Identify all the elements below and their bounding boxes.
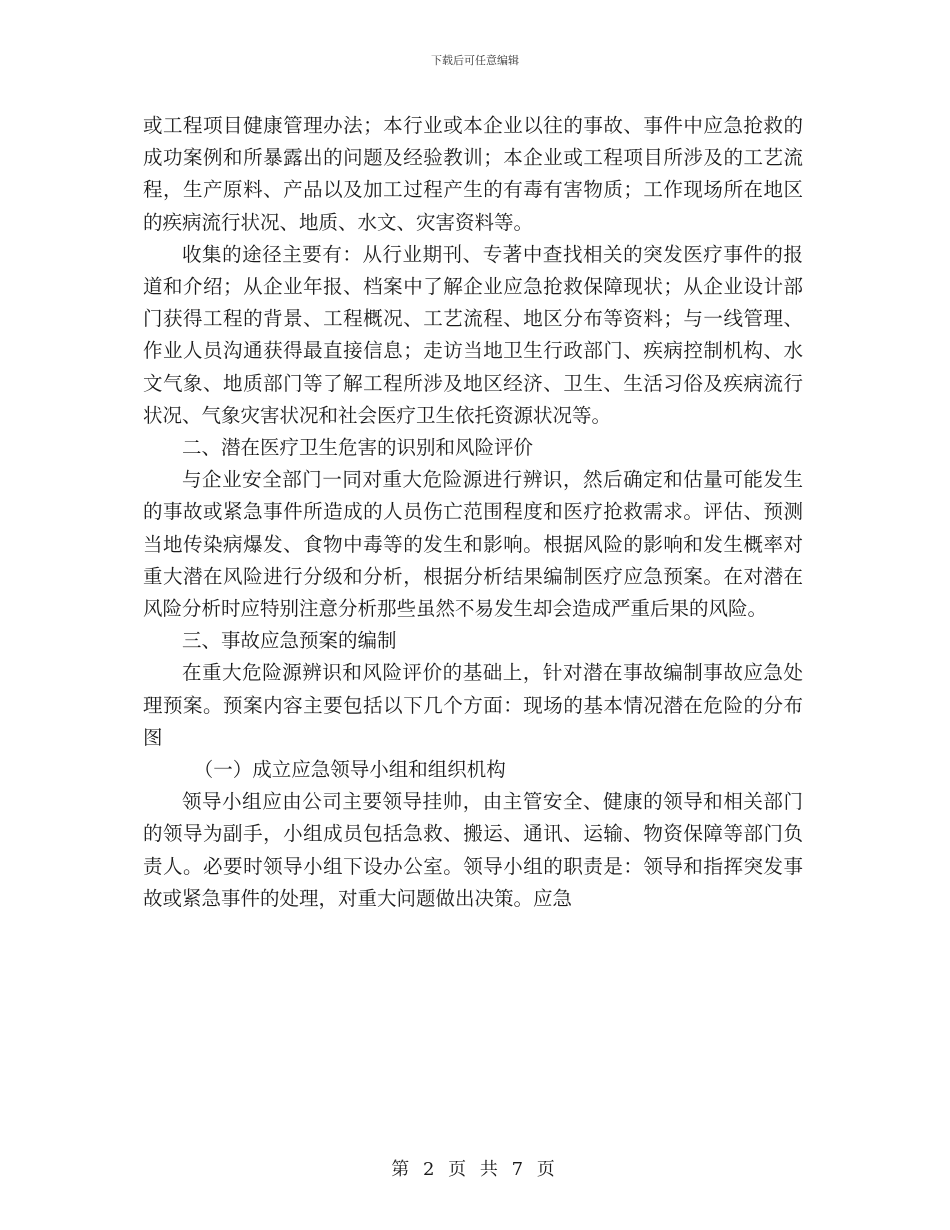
page-header: 下载后可任意编辑: [431, 54, 519, 67]
paragraph-collection-methods: 收集的途径主要有：从行业期刊、专著中查找相关的突发医疗事件的报道和介绍；从企业年报、档案中了解企业应急抢救保障现状；从企业设计部门获得工程的背景、工程概况、工艺流程、地区分布等资料；与一线管理、作业人员沟通获得最直接信息；走访当地卫生行政部门、疾病控制机构、水文气象、地质部门等了解工程所涉及地区经济、卫生、生活习俗及疾病流行状况、气象灾害状况和社会医疗卫生依托资源状况等。: [143, 242, 803, 427]
document-body: [143, 110, 803, 915]
paragraph-emergency-plan: 在重大危险源辨识和风险评价的基础上，针对潜在事故编制事故应急处理预案。预案内容主要包括以下几个方面：现场的基本情况潜在危险的分布图: [143, 661, 803, 749]
section-heading-risk-assessment: 二、潜在医疗卫生危害的识别和风险评价: [182, 436, 534, 460]
page-number-footer: 第 2 页 共 7 页: [391, 1159, 559, 1180]
subsection-heading-leadership-group: （一）成立应急领导小组和组织机构: [193, 758, 506, 782]
paragraph-continuation: 或工程项目健康管理办法；本行业或本企业以往的事故、事件中应急抢救的成功案例和所暴露出的问题及经验教训；本企业或工程项目所涉及的工艺流程，生产原料、产品以及加工过程产生的有毒有害物质；工作现场所在地区的疾病流行状况、地质、水文、灾害资料等。: [143, 114, 803, 234]
paragraph-leadership-group: 领导小组应由公司主要领导挂帅，由主管安全、健康的领导和相关部门的领导为副手，小组成员包括急救、搬运、通讯、运输、物资保障等部门负责人。必要时领导小组下设办公室。领导小组的职责是：领导和指挥突发事故或紧急事件的处理，对重大问题做出决策。应急: [143, 790, 803, 910]
section-heading-emergency-plan: 三、事故应急预案的编制: [182, 629, 397, 653]
paragraph-risk-assessment: 与企业安全部门一同对重大危险源进行辨识，然后确定和估量可能发生的事故或紧急事件所造成的人员伤亡范围程度和医疗抢救需求。评估、预测当地传染病爆发、食物中毒等的发生和影响。根据风险的影响和发生概率对重大潜在风险进行分级和分析，根据分析结果编制医疗应急预案。在对潜在风险分析时应特别注意分析那些虽然不易发生却会造成严重后果的风险。: [143, 468, 803, 621]
